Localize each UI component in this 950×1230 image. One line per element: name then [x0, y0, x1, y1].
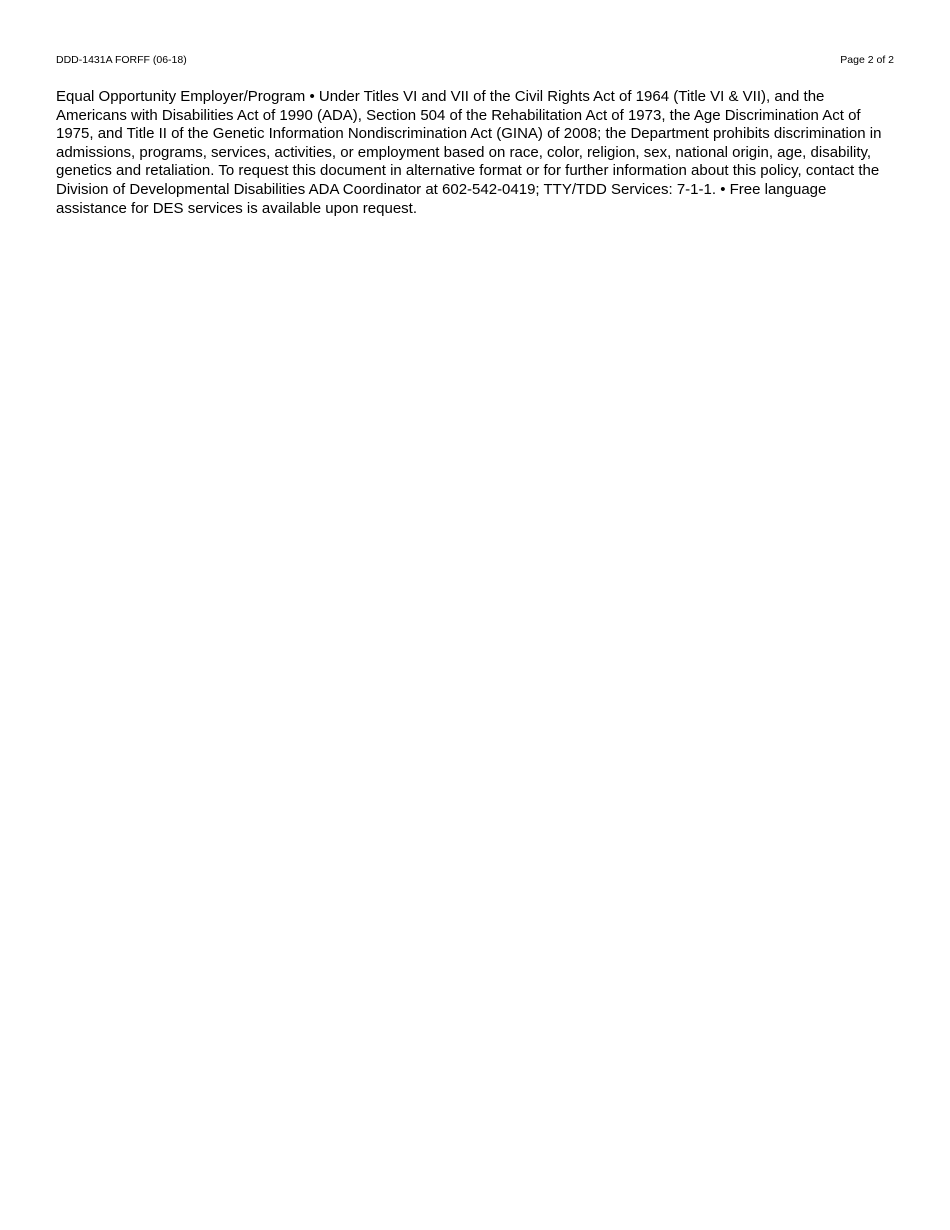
page-number: Page 2 of 2 [840, 54, 894, 66]
page-header [56, 53, 894, 67]
form-id: DDD-1431A FORFF (06-18) [56, 54, 187, 66]
equal-opportunity-notice: Equal Opportunity Employer/Program • Under Titles VI and VII of the Civil Rights Act of 1964 (Title VI & VII), and the Americans with Disabilities Act of 1990 (ADA), Section 504 of the Rehabilitation Act of 1973, the Age Discrimination Act of 1975, and Title II of the Genetic Information Nondiscrimination Act (GINA) of 2008; the Department prohibits discrimination in admissions, programs, services, activities, or employment based on race, color, religion, sex, national origin, age, disability, genetics and retaliation. To request this document in alternative format or for further information about this policy, contact the Division of Developmental Disabilities ADA Coordinator at 602-542-0419; TTY/TDD Services: 7-1-1. • Free language assistance for DES services is available upon request. [56, 88, 882, 217]
